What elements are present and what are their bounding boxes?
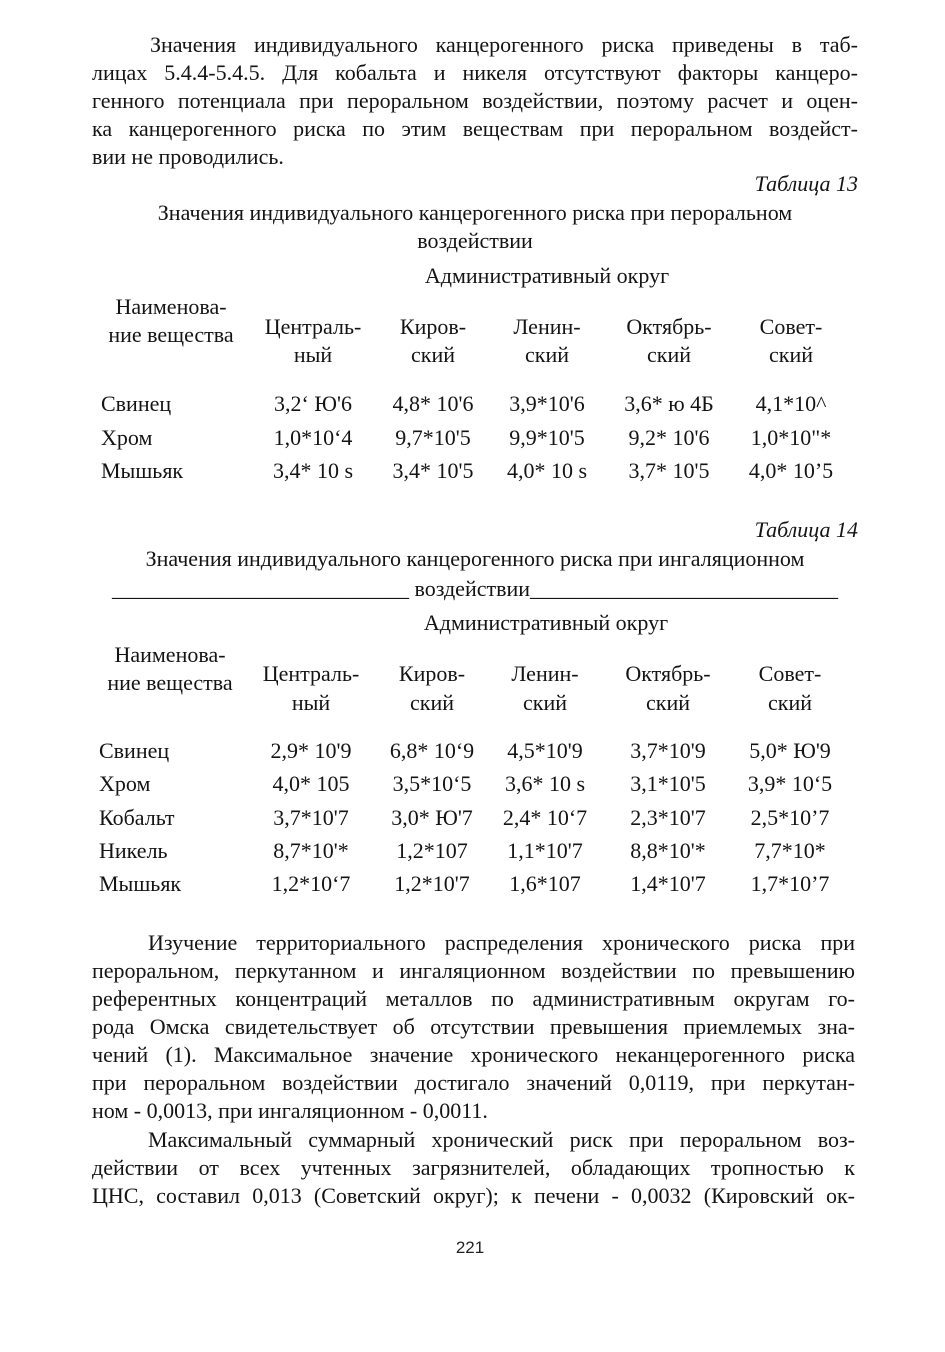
row-substance-name: Свинец: [101, 391, 172, 416]
row-substance-name: Свинец: [99, 738, 170, 763]
table-cell: 3,7* 10'5: [628, 458, 710, 483]
table-cell: 4,5*10'9: [507, 738, 583, 763]
table-cell: 3,7*10'7: [273, 805, 349, 830]
table-caption-line: Значения индивидуального канцерогенного риска при пероральном: [157, 200, 793, 225]
column-header-line: Ленин-: [513, 314, 581, 339]
paragraph-line: ЦНС, составил 0,013 (Советский округ); к печени - 0,0032 (Кировский ок-: [92, 1183, 855, 1208]
column-header-line: ский: [769, 342, 813, 367]
paragraph-line: рода Омска свидетельствует об отсутствии превышения приемлемых зна-: [92, 1014, 855, 1039]
table-cell: 1,2*107: [396, 838, 468, 863]
table-cell: 3,5*10‘5: [392, 771, 472, 796]
table-cell: 2,5*10’7: [750, 805, 830, 830]
paragraph-line: Максимальный суммарный хронический риск при пероральном воз-: [148, 1127, 855, 1152]
table-row: [0, 837, 945, 865]
table-cell: 3,4* 10 s: [272, 458, 354, 483]
paragraph-line: лицах 5.4.4-5.4.5. Для кобальта и никеля отсутствуют факторы канцеро-: [92, 60, 858, 85]
table-cell: 3,0* Ю'7: [391, 805, 473, 830]
table-cell: 6,8* 10‘9: [389, 738, 475, 763]
row-substance-name: Мышьяк: [101, 458, 184, 483]
table-cell: 1,2*10'7: [394, 871, 470, 896]
table-row: [0, 770, 945, 798]
column-header-line: Ленин-: [511, 661, 579, 686]
table-caption-line: Значения индивидуального канцерогенного риска при ингаляционном: [145, 546, 805, 571]
column-header-line: Централь-: [262, 661, 360, 686]
table-cell: 1,2*10‘7: [271, 871, 351, 896]
table-cell: 5,0* Ю'9: [749, 738, 831, 763]
paragraph-line: ка канцерогенного риска по этим веществам при пероральном воздейст-: [92, 116, 858, 141]
name-column-header-line: Наименова-: [114, 642, 226, 667]
column-header-row: [0, 341, 945, 369]
row-substance-name: Хром: [101, 425, 153, 450]
name-column-header-line: ние вещества: [107, 670, 233, 695]
table-row: [0, 737, 945, 765]
group-header: Административный округ: [423, 610, 669, 635]
name-column-header-line: Наименова-: [115, 294, 227, 319]
paragraph-line: Значения индивидуального канцерогенного риска приведены в таб-: [150, 32, 858, 57]
table-cell: 3,2‘ Ю'6: [274, 391, 352, 416]
paragraph-line: пероральном, перкутанном и ингаляционном воздействии по превышению: [92, 958, 855, 983]
row-substance-name: Кобальт: [99, 805, 175, 830]
column-header-line: Киров-: [399, 314, 467, 339]
table-label: Таблица 14: [754, 517, 858, 542]
table-cell: 4,0* 10’5: [748, 458, 834, 483]
table-cell: 8,8*10'*: [630, 838, 706, 863]
row-substance-name: Мышьяк: [99, 871, 182, 896]
table-cell: 3,6* ю 4Б: [624, 391, 714, 416]
table-caption-line: ___________________________ воздействии____________________________: [111, 576, 839, 601]
paragraph-line: при пероральном воздействии достигало значений 0,0119, при перкутан-: [92, 1070, 855, 1095]
row-substance-name: Хром: [99, 771, 151, 796]
paragraph-line: действии от всех учтенных загрязнителей, обладающих тропностью к: [92, 1155, 855, 1180]
paragraph-line: чений (1). Максимальное значение хронического неканцерогенного риска: [92, 1042, 855, 1067]
table-cell: 2,9* 10'9: [270, 738, 352, 763]
table-cell: 3,4* 10'5: [392, 458, 474, 483]
group-header-row: [0, 262, 945, 290]
table-cell: 4,1*10^: [755, 391, 827, 416]
table-cell: 2,3*10'7: [630, 805, 706, 830]
table-row: [0, 390, 945, 418]
page-number: 221: [455, 1238, 485, 1257]
column-header-row: [0, 660, 945, 688]
row-substance-name: Никель: [99, 838, 168, 863]
table-caption-line: воздействии: [417, 228, 533, 253]
column-header-line: ский: [523, 690, 567, 715]
table-cell: 1,0*10"*: [750, 425, 832, 450]
table-cell: 9,7*10'5: [395, 425, 471, 450]
column-header-row: [0, 689, 945, 717]
column-header-line: ный: [293, 342, 333, 367]
table-cell: 3,1*10'5: [630, 771, 706, 796]
column-header-row: [0, 313, 945, 341]
column-header-line: Октябрь-: [625, 661, 711, 686]
table-row: [0, 424, 945, 452]
table-row: [0, 870, 945, 898]
table-label: Таблица 13: [754, 171, 858, 196]
table-cell: 3,9* 10‘5: [747, 771, 833, 796]
paragraph-line: вии не проводились.: [92, 144, 284, 169]
column-header-line: ский: [410, 690, 454, 715]
group-header: Административный округ: [424, 263, 670, 288]
paragraph-line: Изучение территориального распределения хронического риска при: [148, 930, 855, 955]
paragraph-line: референтных концентраций металлов по административным округам го-: [92, 986, 855, 1011]
table-cell: 9,2* 10'6: [628, 425, 710, 450]
column-header-line: Октябрь-: [626, 314, 712, 339]
table-cell: 4,8* 10'6: [392, 391, 474, 416]
column-header-line: ский: [411, 342, 455, 367]
table-cell: 1,4*10'7: [630, 871, 706, 896]
table-cell: 1,0*10‘4: [273, 425, 353, 450]
table-cell: 3,7*10'9: [630, 738, 706, 763]
paragraph-line: генного потенциала при пероральном воздействии, поэтому расчет и оцен-: [92, 88, 858, 113]
table-cell: 2,4* 10‘7: [502, 805, 588, 830]
table-row: [0, 804, 945, 832]
table-row: [0, 457, 945, 485]
paragraph-line: ном - 0,0013, при ингаляционном - 0,0011.: [92, 1098, 488, 1123]
group-header-row: [0, 609, 945, 637]
column-header-line: ский: [525, 342, 569, 367]
table-cell: 8,7*10'*: [273, 838, 349, 863]
table-cell: 1,1*10'7: [507, 838, 583, 863]
column-header-line: Совет-: [758, 661, 822, 686]
table-cell: 3,9*10'6: [509, 391, 585, 416]
table-cell: 9,9*10'5: [509, 425, 585, 450]
table-cell: 1,7*10’7: [750, 871, 830, 896]
table-cell: 1,6*107: [509, 871, 581, 896]
table-cell: 7,7*10*: [754, 838, 826, 863]
column-header-line: Киров-: [398, 661, 466, 686]
column-header-line: ский: [768, 690, 812, 715]
column-header-line: ный: [291, 690, 331, 715]
table-cell: 3,6* 10 s: [504, 771, 586, 796]
column-header-line: Совет-: [759, 314, 823, 339]
table-cell: 4,0* 105: [272, 771, 350, 796]
column-header-line: Централь-: [264, 314, 362, 339]
column-header-line: ский: [647, 342, 691, 367]
name-column-header-line: ние вещества: [108, 322, 234, 347]
column-header-line: ский: [646, 690, 690, 715]
table-cell: 4,0* 10 s: [506, 458, 588, 483]
